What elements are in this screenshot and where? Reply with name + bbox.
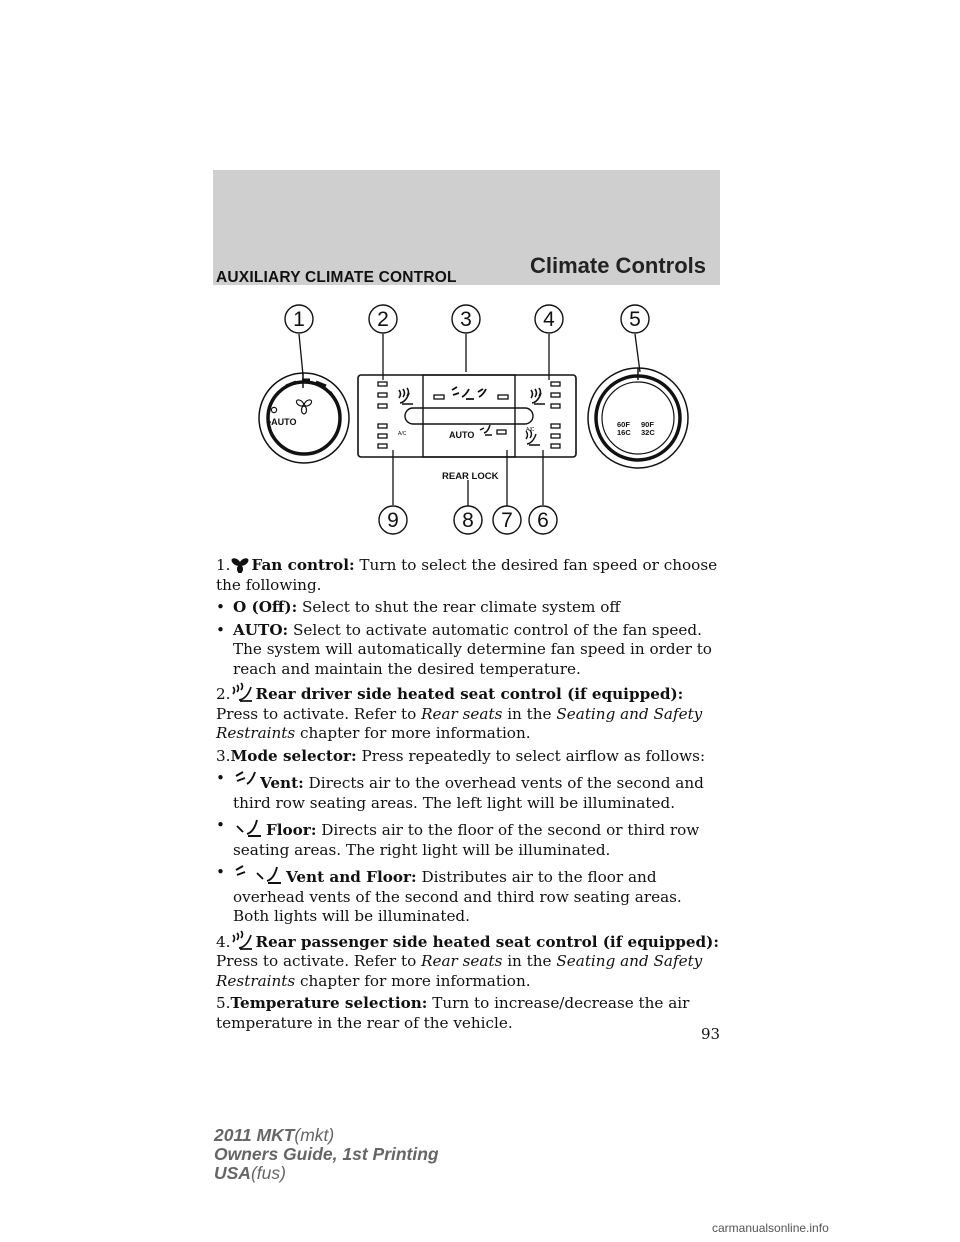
body-text [216, 556, 721, 1036]
callout-4 [535, 305, 563, 333]
callout-7 [493, 506, 521, 534]
header-band [213, 170, 720, 285]
callout-6 [529, 506, 557, 534]
item-3-vent: • Vent: Directs air to the overhead vents of the second and third row seating areas. The left light will be illuminated. [216, 769, 704, 812]
ac-label-right: A/C [526, 427, 535, 433]
svg-text:1: 1 [293, 308, 305, 331]
item-3-floor: • Floor: Directs air to the floor of the second or third row seating areas. The right light will be illuminated. [216, 816, 700, 859]
vent-floor-icon [233, 863, 283, 885]
svg-text:9: 9 [387, 509, 399, 532]
page-number: 93 [701, 1025, 721, 1043]
temp-high-c: 32C [641, 428, 655, 437]
item-1-auto: • AUTO: Select to activate automatic control of the fan speed. The system will automatically determine fan speed in order to reach and maintain the desired temperature. [216, 620, 712, 678]
temp-low-c: 16C [617, 428, 631, 437]
item-1: 1. Fan control: Turn to select the desired fan speed or choose the following. [216, 556, 718, 594]
temp-high-f: 90F [641, 420, 654, 429]
item-3: 3.Mode selector: Press repeatedly to select airflow as follows: [216, 746, 706, 765]
page-header-title: Climate Controls [529, 253, 706, 278]
watermark: carmanualsonline.info [712, 1221, 829, 1235]
center-auto-label: AUTO [449, 430, 475, 440]
item-1-off: • O (Off): Select to shut the rear climate system off [216, 598, 621, 616]
callout-1 [285, 305, 313, 333]
fan-icon [231, 557, 249, 573]
svg-text:2: 2 [377, 308, 389, 331]
vent-icon [233, 769, 257, 791]
fan-auto-label: •AUTO [268, 417, 297, 427]
callout-5 [621, 305, 649, 333]
svg-text:3: 3 [460, 308, 472, 331]
callout-3 [452, 305, 480, 333]
svg-text:4: 4 [543, 308, 555, 331]
svg-text:7: 7 [501, 509, 513, 532]
item-3-vent-floor: • Vent and Floor: Distributes air to the floor and overhead vents of the second and third row seating areas. Both lights will be illuminated. [216, 863, 682, 925]
heated-seat-icon [231, 930, 253, 950]
item-2: 2. Rear driver side heated seat control (if equipped): Press to activate. Refer to Rear seats in the Seating and Safety Restraints chapter for more information. [216, 682, 721, 744]
callout-8 [454, 506, 482, 534]
callout-2 [369, 305, 397, 333]
footer: 2011 MKT(mkt) Owners Guide, 1st Printing USA(fus) [214, 1125, 439, 1183]
heated-seat-icon [231, 682, 253, 702]
item-5: 5.Temperature selection: Turn to increase/decrease the air temperature in the rear of the vehicle. [216, 994, 690, 1032]
svg-text:6: 6 [537, 509, 549, 532]
climate-control-diagram [230, 300, 710, 540]
svg-text:5: 5 [629, 308, 641, 331]
rear-lock-label: REAR LOCK [442, 471, 499, 482]
section-title: AUXILIARY CLIMATE CONTROL [216, 269, 457, 286]
svg-text:8: 8 [462, 509, 474, 532]
item-4: 4. Rear passenger side heated seat control (if equipped): Press to activate. Refer to Rear seats in the Seating and Safety Restraints chapter for more information. [216, 930, 721, 992]
floor-icon [233, 816, 263, 838]
callout-9 [379, 506, 407, 534]
temp-low-f: 60F [617, 420, 630, 429]
ac-label-left: A/C [398, 431, 407, 437]
